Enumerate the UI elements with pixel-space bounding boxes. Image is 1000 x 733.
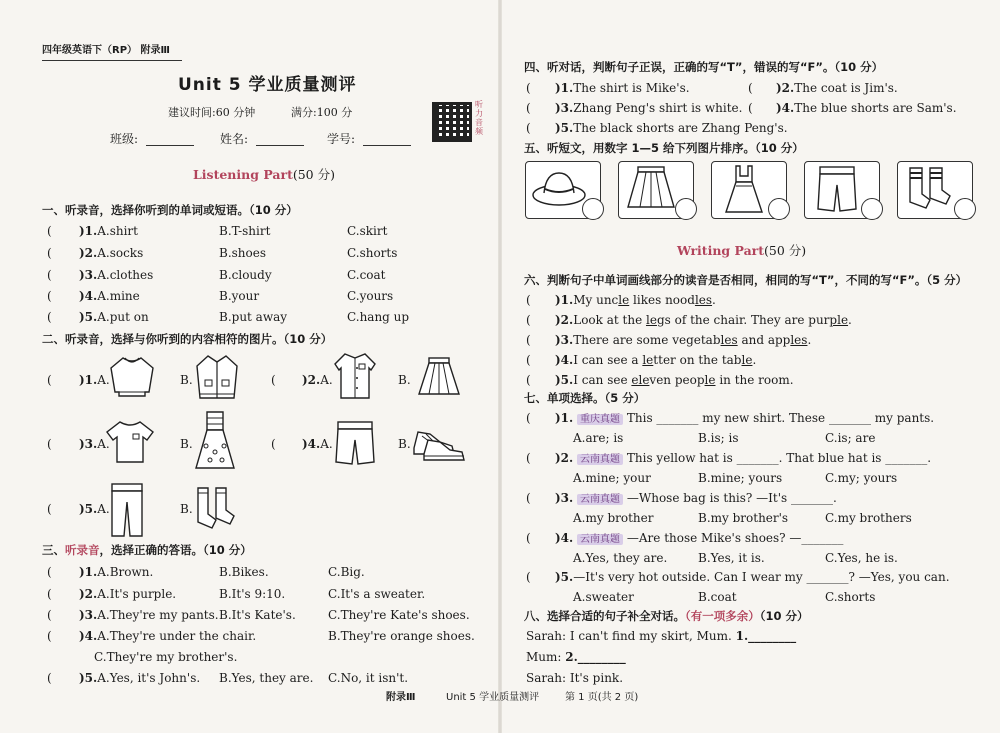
dress-icon[interactable] <box>192 408 238 474</box>
grade-label: 四年级英语下（RP） 附录Ⅲ <box>42 45 170 56</box>
shirt-icon[interactable] <box>331 350 379 402</box>
hat-icon[interactable] <box>530 165 588 211</box>
dress-icon[interactable] <box>722 162 766 218</box>
exam-tag: 云南真题 <box>577 534 623 545</box>
footer-title: Unit 5 学业质量测评 <box>446 692 540 703</box>
socks-icon[interactable] <box>192 484 236 534</box>
answer-circle-3[interactable] <box>768 198 790 220</box>
exam-tag: 云南真题 <box>577 454 623 465</box>
section-6-heading: 六、判断句子中单词画线部分的读音是否相同，相同的写“T”，不同的写“F”。（5 分） <box>524 273 968 287</box>
left-page: 四年级英语下（RP） 附录Ⅲ Unit 5 学业质量测评 建议时间:60 分钟 满分:100 分 听力音频 班级: 姓名: 学号: Listening Part(50 分) 一、听录音，选择你听到的单词或短语。（10 分） ( )1.A.shirt B.T-shirt C.skirt ( )2.A.socks B.shoes C.shorts ( )3.A.clothes B.cloudy C.coat ( )4.A.mine B.your C.yours ( )5.A.put on B.put away C.hang up 二、听录音，选择与你听到的内容相符的图片。（10 分） ( )1.A. B. ( )2.A. B. ( )3.A. B. ( )4.A. B. ( )5.A. B. 三、听录音，选择正确的答语。（10 分） ( )1.A.Brown. B.Bikes. C.Big. ( )2.A.It's purple. B.It's 9:10. C.It's a sweater. ( )3.A.They're my pants. B.It's Kate's. C.They're Kate's shoes. ( )4.A.They're under the chair. B.They're orange shoes. C.They're my brother's. ( )5.A.Yes, it's John's. B.Yes, they are. C.No, it isn't. 附录Ⅲ <box>42 45 483 703</box>
time-label: 建议时间:60 分钟 <box>168 106 256 119</box>
writing-part-title: Writing Part(50 分) <box>677 243 807 258</box>
class-label: 班级: <box>110 132 139 146</box>
answer-circle-1[interactable] <box>582 198 604 220</box>
skirt-icon[interactable] <box>415 354 463 400</box>
id-label: 学号: <box>327 132 356 146</box>
qr-note: 听力音频 <box>475 100 483 136</box>
footer-appendix: 附录Ⅲ <box>386 692 416 703</box>
t-shirt-icon[interactable] <box>103 418 157 466</box>
section-1-heading: 一、听录音，选择你听到的单词或短语。（10 分） <box>42 203 298 217</box>
page-title: Unit 5 学业质量测评 <box>178 75 357 95</box>
exam-tag: 云南真题 <box>577 494 623 505</box>
section-3-heading: 三、听录音，选择正确的答语。（10 分） <box>42 543 252 557</box>
footer-page: 第 1 页(共 2 页) <box>565 692 639 703</box>
section-2-heading: 二、听录音，选择与你听到的内容相符的图片。（10 分） <box>42 332 333 346</box>
section-8-heading: 八、选择合适的句子补全对话。（有一项多余）（10 分） <box>524 609 809 623</box>
pants-icon[interactable] <box>106 480 148 540</box>
score-label: 满分:100 分 <box>291 106 353 119</box>
sneakers-icon[interactable] <box>410 420 468 464</box>
name-label: 姓名: <box>220 132 249 146</box>
listening-part-title: Listening Part(50 分) <box>193 167 335 182</box>
answer-circle-2[interactable] <box>675 198 697 220</box>
sweater-icon[interactable] <box>107 352 157 402</box>
section-5-heading: 五、听短文，用数字 1—5 给下列图片排序。（10 分） <box>524 141 804 155</box>
right-page: 四、听对话，判断句子正误，正确的写“T”，错误的写“F”。（10 分） ( )1.The shirt is Mike's. ( )3.Zhang Peng's shirt is white. ( )2.The coat is Jim's. ( )4.The blue shorts are Sam's. ( )5.The black shorts are Zhang Peng's. 五、听短文，用数字 1—5 给下列图片排序。（10 分） Writing Part(50 分) 六、判断句子中单词画线部分的读音是否相同，相同的写“T”，不同的写“F”。（5 分） ( )1.My uncle likes noodles. ( )2.Look at the legs of the chair. They are purple. ( )3.There are some vegetables and apples. ( )4.I can see a letter on the table. ( )5.I can see eleven people in the room. 七、单项选择。（5 分） ( )1. 重庆真题 This _______ my new shirt. These _______ my pants. A.are; is B.is; is C.is; are ( )2. 云南真题 This yellow hat is _______. That blue hat is _______. A.mine; your B.mine; yours C.my; yours ( )3. 云南真题 —Whose bag is this? —It's _______. A.my brother B.my brother's C.my brothers ( )4. 云南真题 —Are those Mike's shoes? —_______ A.Yes, they are. B.Yes, it is. C.Yes, he is. ( )5.—It's very hot outside. Can I wear my _______? —Yes, you can. A.sweater B.coat C.shorts 八、选择合适的句子补全对话。（有一项多余）（10 分） Sarah: I can't find my skirt, Mum. 1.________ Mum: 2.________ Sarah: It's pink. Unit 5 学业质量测评 第 1 页(共 2 页) <box>500 0 1000 733</box>
qr-code-icon[interactable] <box>432 102 472 142</box>
socks-icon[interactable] <box>902 164 952 214</box>
shorts-icon[interactable] <box>812 163 862 215</box>
answer-circle-4[interactable] <box>861 198 883 220</box>
section-7-heading: 七、单项选择。（5 分） <box>524 391 646 405</box>
exam-tag: 重庆真题 <box>577 414 623 425</box>
answer-circle-5[interactable] <box>954 198 976 220</box>
skirt-icon[interactable] <box>624 163 678 213</box>
shorts-icon[interactable] <box>332 418 378 468</box>
jacket-icon[interactable] <box>192 352 242 404</box>
section-4-heading: 四、听对话，判断句子正误，正确的写“T”，错误的写“F”。（10 分） <box>524 60 884 74</box>
